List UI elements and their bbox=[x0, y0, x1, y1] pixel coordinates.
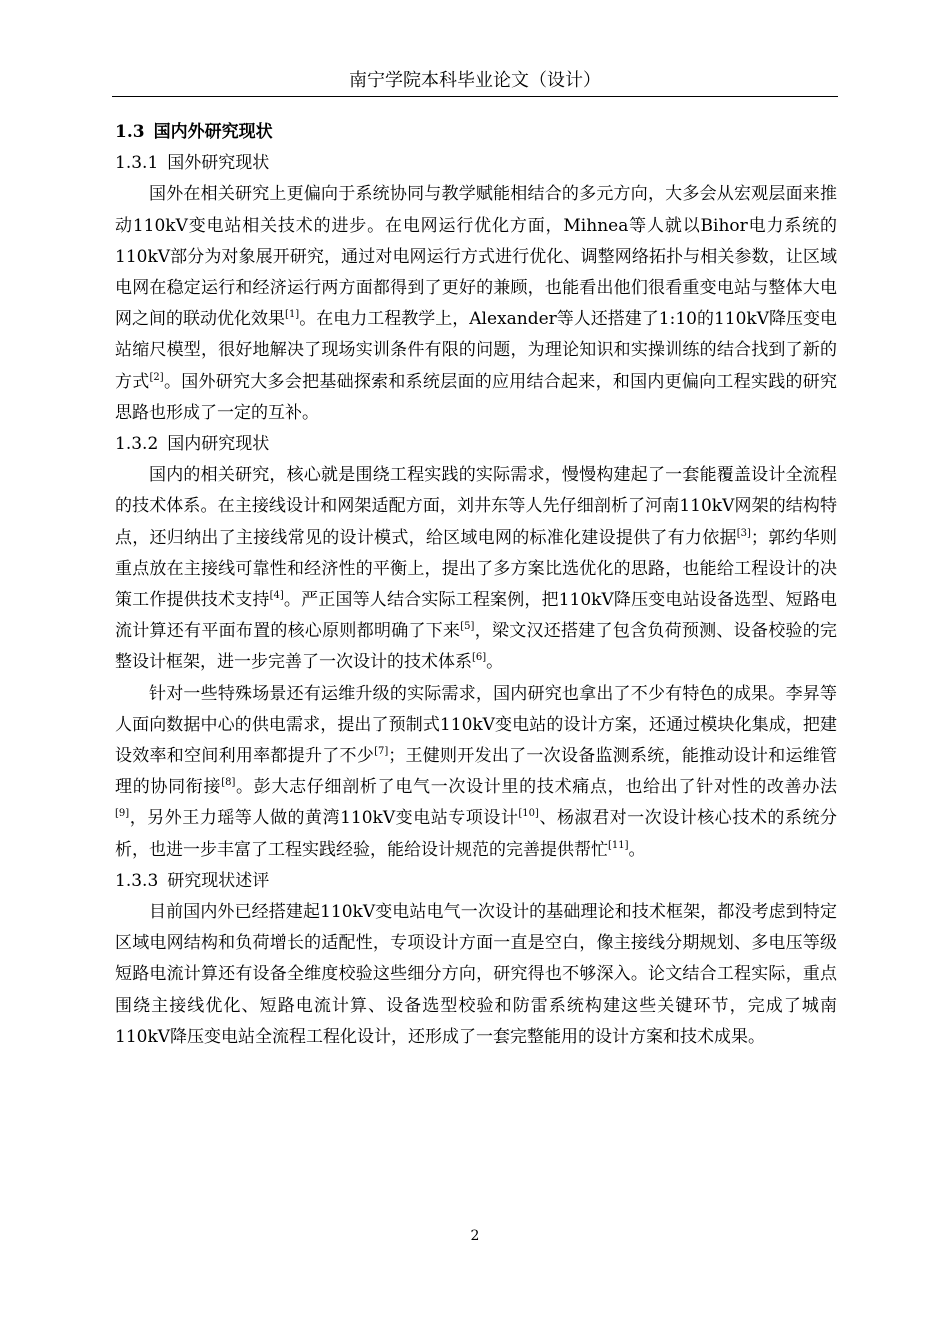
paragraph-text: ，梁文汉还搭建了包含负荷预测、设备校验的完整设计框架，进一步完善了一次设计的技术体系 bbox=[115, 621, 837, 673]
paragraph-foreign-research bbox=[115, 179, 837, 429]
citation-ref: [8] bbox=[221, 777, 236, 789]
citation-ref: [4] bbox=[269, 590, 284, 602]
subsection-number: 1.3.2 bbox=[115, 434, 159, 455]
page-number: 2 bbox=[470, 1228, 480, 1244]
citation-ref: [9] bbox=[115, 808, 130, 820]
subsection-heading-review bbox=[115, 866, 837, 897]
paragraph-text: ；郭约华则重点放在主接线可靠性和经济性的平衡上，提出了多方案比选优化的思路，也能给工程设计的决策工作提供技术支持 bbox=[115, 527, 838, 611]
header-title: 南宁学院本科毕业论文（设计） bbox=[349, 70, 601, 91]
citation-ref: [5] bbox=[460, 621, 475, 633]
paragraph-text: 、杨淑君对一次设计核心技术的系统分析，也进一步丰富了工程实践经验，能给设计规范的完善提供帮忙 bbox=[115, 808, 838, 860]
paragraph-research-review bbox=[115, 897, 837, 1053]
document-body bbox=[115, 117, 837, 1053]
paragraph-text: 。 bbox=[628, 839, 646, 860]
section-heading bbox=[115, 117, 837, 148]
paragraph-text: 国外在相关研究上更偏向于系统协同与教学赋能相结合的多元方向，大多会从宏观层面来推动110kV变电站相关技术的进步。在电网运行优化方面，Mihnea等人就以Bihor电力系统的110kV部分为对象展开研究，通过对电网运行方式进行优化、调整网络拓扑与相关参数，让区域电网在稳定运行和经济运行两方面都得到了更好的兼顾，也能看出他们很看重变电站与整体大电网之间的联动优化效果 bbox=[115, 184, 837, 330]
paragraph-text: 。彭大志仔细剖析了电气一次设计里的技术痛点，也给出了针对性的改善办法 bbox=[235, 777, 838, 798]
citation-ref: [11] bbox=[608, 839, 629, 851]
paragraph-text: 针对一些特殊场景还有运维升级的实际需求，国内研究也拿出了不少有特色的成果。李昇等人面向数据中心的供电需求，提出了预制式110kV变电站的设计方案，还通过模块化集成，把建设效率和空间利用率都提升了不少 bbox=[115, 683, 837, 767]
paragraph-domestic-research-1 bbox=[115, 460, 837, 678]
paragraph-text: 目前国内外已经搭建起110kV变电站电气一次设计的基础理论和技术框架，都没考虑到特定区域电网结构和负荷增长的适配性，专项设计方面一直是空白，像主接线分期规划、多电压等级短路电流计算还有设备全维度校验这些细分方向，研究得也不够深入。论文结合工程实际，重点围绕主接线优化、短路电流计算、设备选型校验和防雷系统构建这些关键环节，完成了城南110kV降压变电站全流程工程化设计，还形成了一套完整能用的设计方案和技术成果。 bbox=[115, 902, 837, 1047]
paragraph-text: 。在电力工程教学上，Alexander等人还搭建了1:10的110kV降压变电站缩尺模型，很好地解决了现场实训条件有限的问题，为理论知识和实操训练的结合找到了新的方式 bbox=[115, 309, 838, 392]
paragraph-text: 国内的相关研究，核心就是围绕工程实践的实际需求，慢慢构建起了一套能覆盖设计全流程的技术体系。在主接线设计和网架适配方面，刘井东等人先仔细剖析了河南110kV网架的结构特点，还归纳出了主接线常见的设计模式，给区域电网的标准化建设提供了有力依据 bbox=[115, 465, 837, 548]
subsection-number: 1.3.1 bbox=[115, 153, 159, 174]
paragraph-text: 。 bbox=[486, 652, 504, 673]
subsection-number: 1.3.3 bbox=[115, 870, 159, 891]
citation-ref: [7] bbox=[374, 746, 389, 758]
subsection-title: 研究现状述评 bbox=[167, 870, 270, 891]
citation-ref: [1] bbox=[285, 309, 300, 321]
subsection-heading-domestic bbox=[115, 429, 837, 460]
subsection-heading-foreign bbox=[115, 148, 837, 179]
running-header bbox=[112, 66, 838, 97]
subsection-title: 国内研究现状 bbox=[167, 434, 270, 455]
citation-ref: [6] bbox=[472, 652, 487, 664]
section-title: 国内外研究现状 bbox=[153, 122, 273, 142]
paragraph-text: 。国外研究大多会把基础探索和系统层面的应用结合起来，和国内更偏向工程实践的研究思路也形成了一定的互补。 bbox=[115, 371, 838, 423]
paragraph-domestic-research-2 bbox=[115, 679, 837, 866]
paragraph-text: 。严正国等人结合实际工程案例，把110kV降压变电站设备选型、短路电流计算还有平面布置的核心原则都明确了下来 bbox=[115, 590, 838, 642]
paragraph-text: ；王健则开发出了一次设备监测系统，能推动设计和运维管理的协同衔接 bbox=[115, 746, 838, 798]
subsection-title: 国外研究现状 bbox=[167, 153, 270, 174]
citation-ref: [10] bbox=[518, 808, 539, 820]
paragraph-text: ，另外王力瑶等人做的黄湾110kV变电站专项设计 bbox=[129, 808, 519, 829]
citation-ref: [3] bbox=[736, 527, 751, 539]
citation-ref: [2] bbox=[149, 371, 164, 383]
section-number: 1.3 bbox=[115, 122, 145, 142]
